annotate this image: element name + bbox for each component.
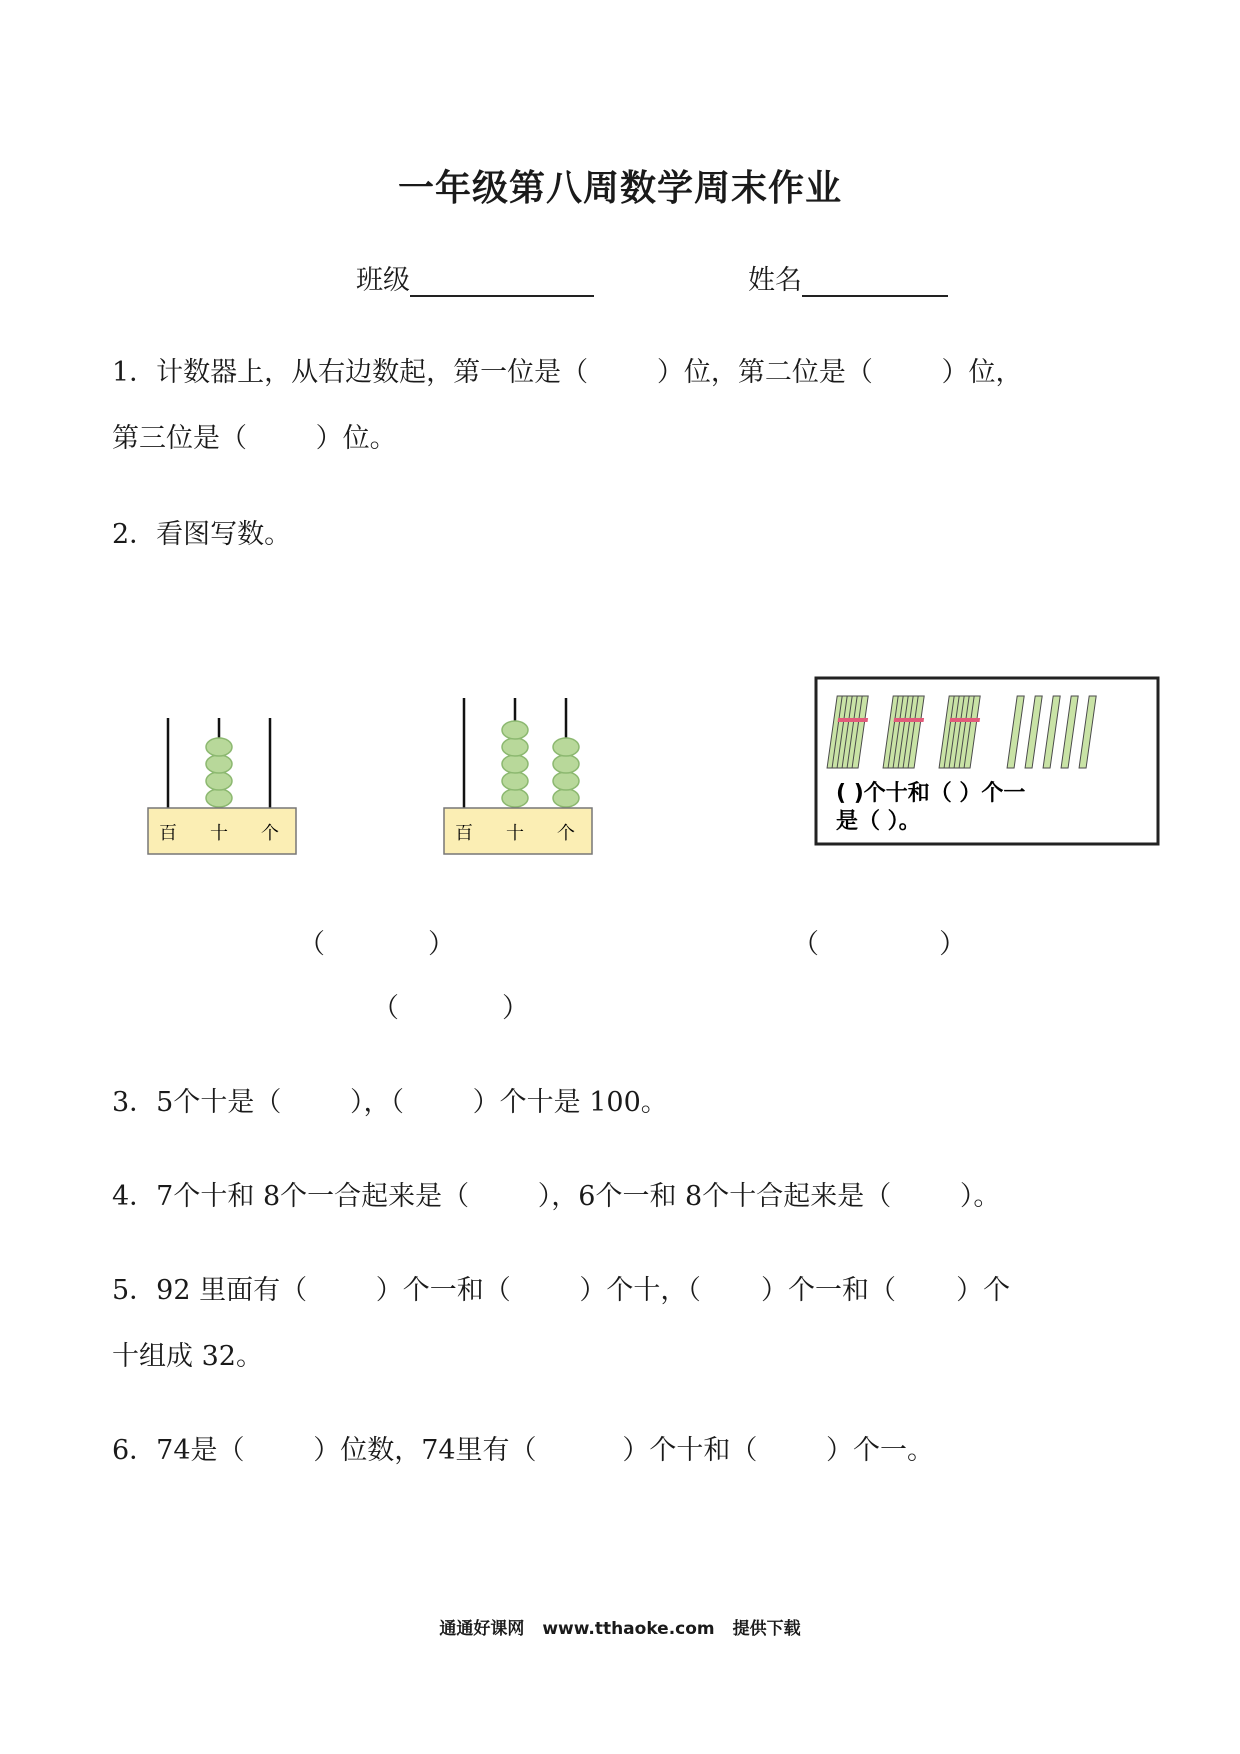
sticks-figure: [814, 676, 1162, 848]
question-4: 4．7个十和 8个一合起来是（ ），6个一和 8个十合起来是（ ）。: [112, 1181, 1001, 1212]
class-label: 班级: [356, 265, 410, 296]
abacus-2-bead-tens: [502, 789, 528, 807]
question-3: 3．5个十是（ ），（ ）个十是 100。: [112, 1087, 668, 1118]
class-field: [356, 258, 594, 297]
abacus-1-bead-tens: [206, 738, 232, 756]
name-blank[interactable]: [802, 265, 948, 297]
sticks-caption-line-1: ( )个十和（ ）个一: [836, 781, 1026, 806]
abacus-figure-1: [144, 710, 304, 860]
question-1-line-2: 第三位是（ ）位。: [112, 423, 397, 454]
footer-site-name: 通通好课网: [439, 1619, 525, 1639]
footer-suffix: 提供下载: [732, 1619, 801, 1639]
page-title: 一年级第八周数学周末作业: [397, 168, 842, 209]
bundle-band: [838, 718, 869, 722]
class-blank[interactable]: [410, 265, 594, 297]
abacus-2-bead-tens: [502, 738, 528, 756]
question-6: 6．74是（ ）位数，74里有（ ）个十和（ ）个一。: [112, 1435, 935, 1466]
question-5-line-2: 十组成 32。: [112, 1341, 263, 1372]
abacus-2-bead-ones: [553, 789, 579, 807]
footer-url[interactable]: www.tthaoke.com: [542, 1619, 715, 1639]
question-1-line-1: 1．计数器上，从右边数起，第一位是（ ）位，第二位是（ ）位，: [112, 357, 1023, 388]
question-2: 2．看图写数。: [112, 519, 292, 550]
abacus-1-label-tens: 十: [210, 823, 228, 844]
abacus-2-bead-ones: [553, 772, 579, 790]
abacus-1-bead-tens: [206, 772, 232, 790]
answer-blank-abacus-1[interactable]: （ ）: [298, 929, 455, 960]
answer-blank-abacus-2[interactable]: （ ）: [372, 993, 529, 1024]
abacus-1-bead-tens: [206, 789, 232, 807]
name-field: [748, 258, 948, 297]
bundle-band: [950, 718, 981, 722]
page-footer: [0, 1614, 1240, 1639]
sticks-caption-line-2: 是（ ）。: [836, 809, 921, 834]
abacus-1-label-ones: 个: [261, 823, 279, 844]
abacus-2-bead-tens: [502, 755, 528, 773]
abacus-2-bead-tens: [502, 772, 528, 790]
abacus-1-label-hundreds: 百: [159, 823, 177, 844]
abacus-2-bead-ones: [553, 738, 579, 756]
abacus-2-bead-tens: [502, 721, 528, 739]
abacus-2-label-ones: 个: [557, 823, 575, 844]
question-5-line-1: 5．92 里面有（ ）个一和（ ）个十，（ ）个一和（ ）个: [112, 1275, 1011, 1306]
abacus-figure-2: [440, 690, 600, 860]
name-label: 姓名: [748, 265, 802, 296]
abacus-2-label-hundreds: 百: [455, 823, 473, 844]
bundle-band: [894, 718, 925, 722]
abacus-2-bead-ones: [553, 755, 579, 773]
abacus-1-bead-tens: [206, 755, 232, 773]
answer-blank-sticks[interactable]: （ ）: [792, 929, 967, 960]
abacus-2-label-tens: 十: [506, 823, 524, 844]
